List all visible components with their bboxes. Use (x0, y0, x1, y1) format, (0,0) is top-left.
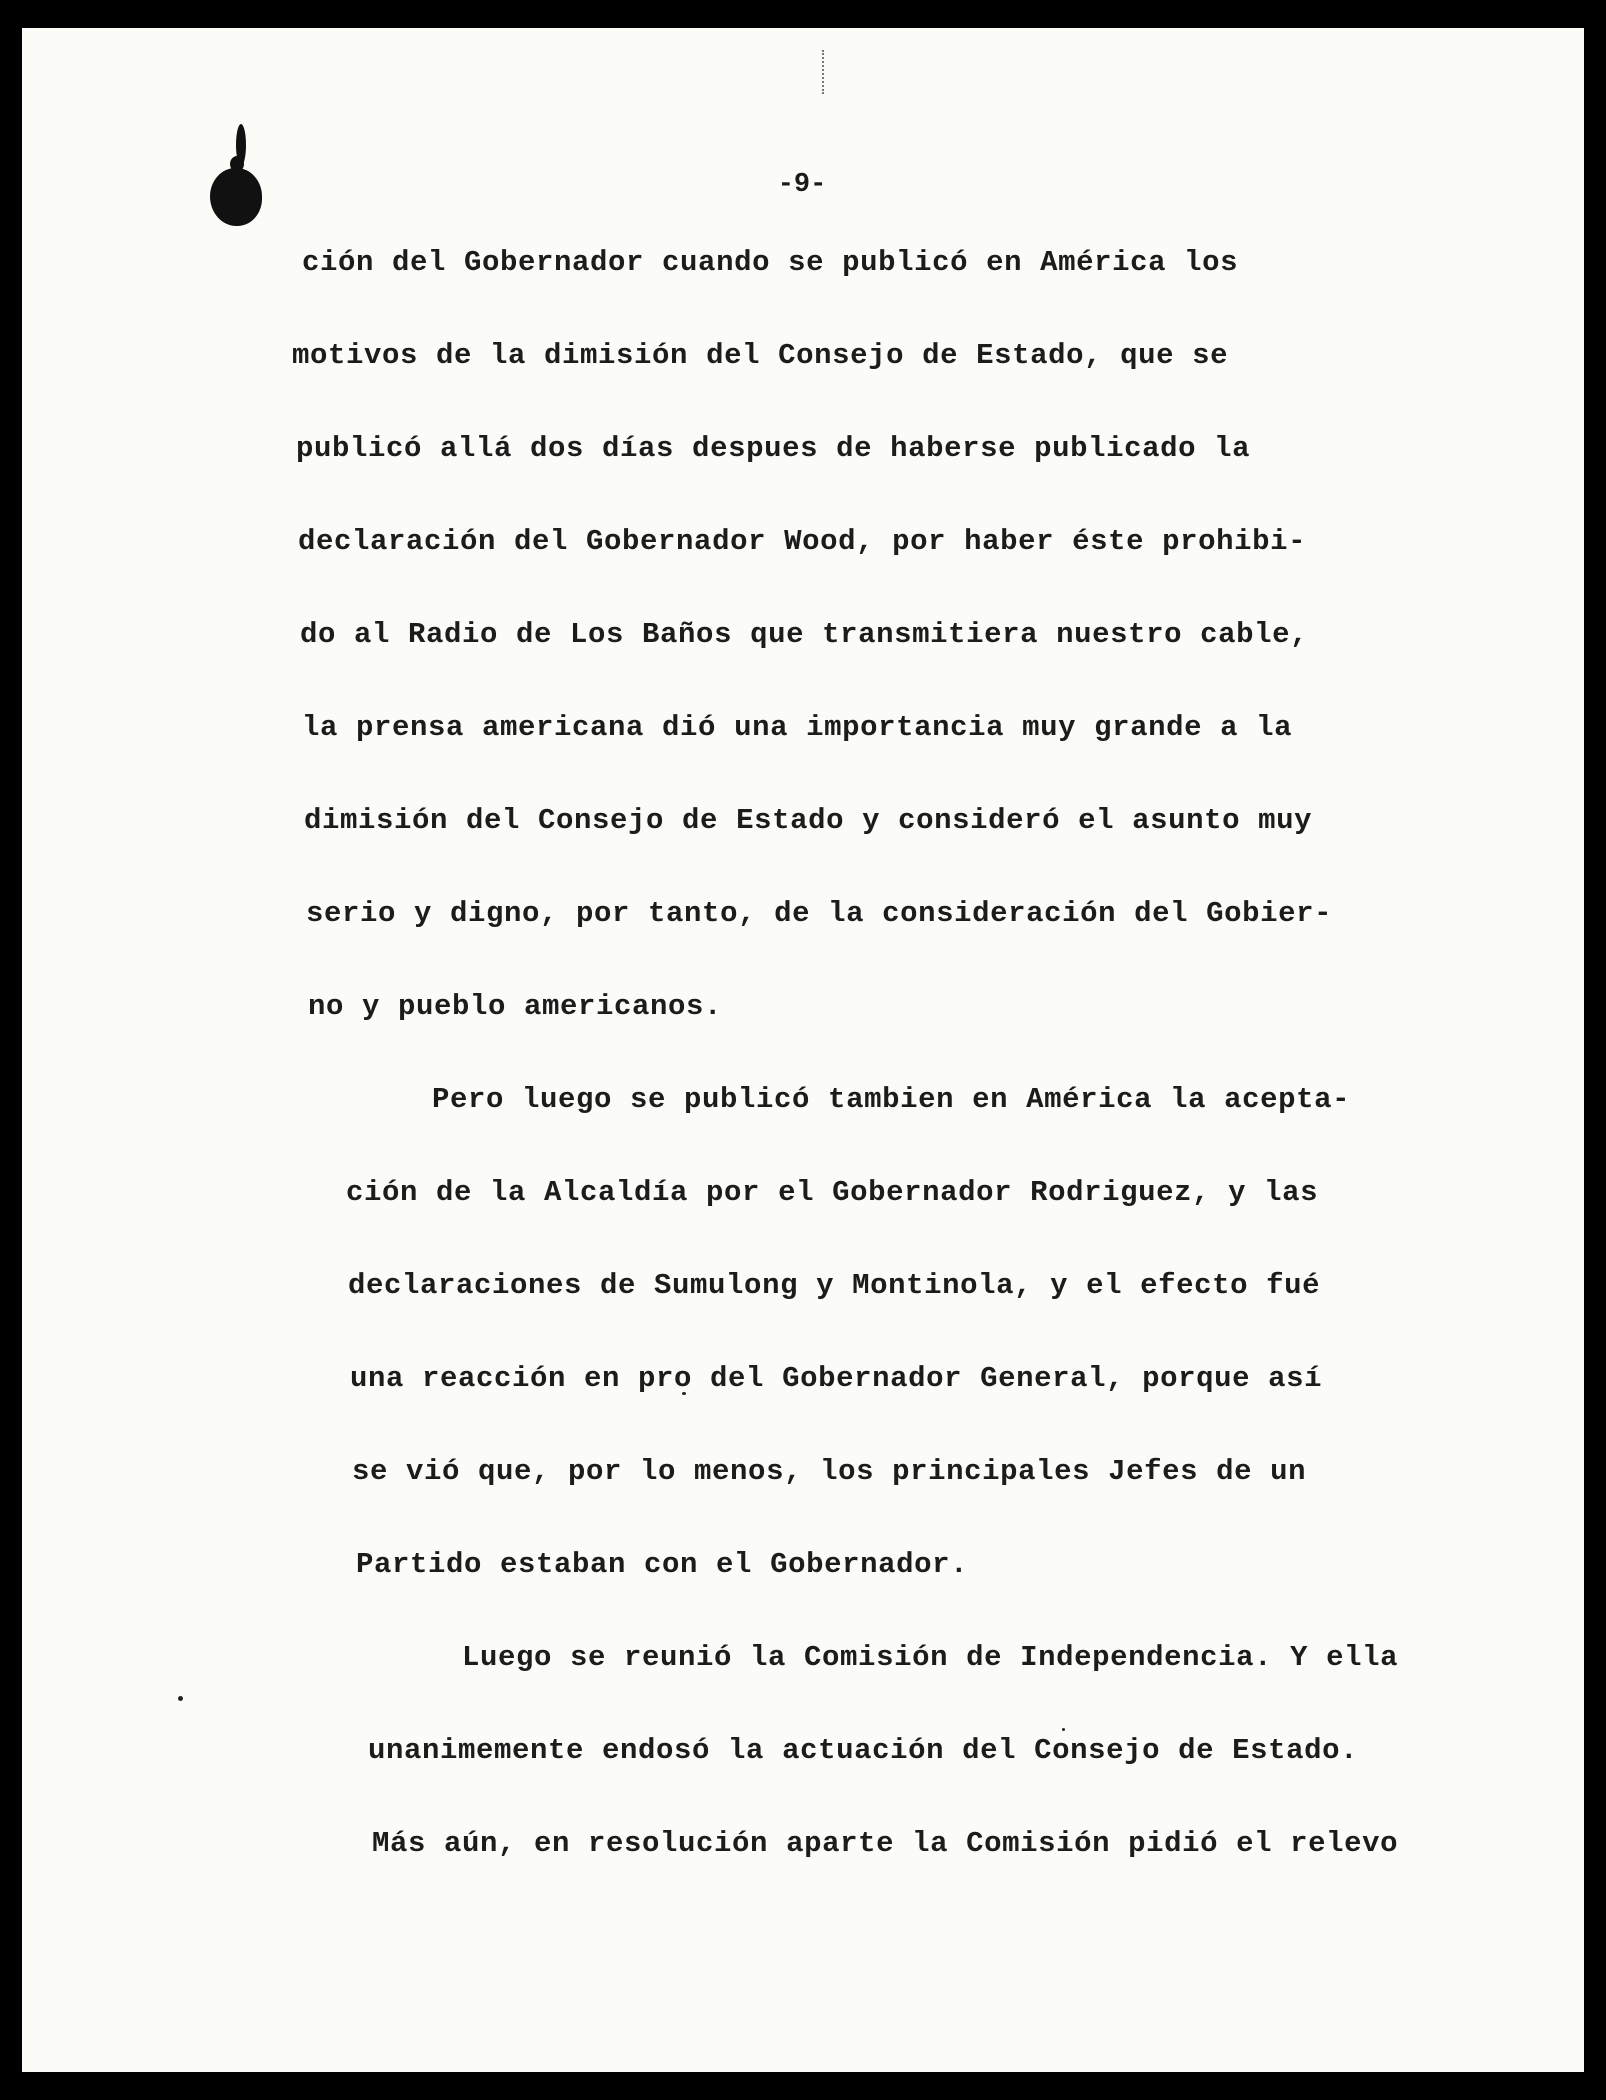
text-line: publicó allá dos días despues de haberse publicado la (296, 432, 1251, 465)
ink-speck (178, 1696, 183, 1701)
text-line: motivos de la dimisión del Consejo de Estado, que se (292, 339, 1229, 372)
text-line: ción del Gobernador cuando se publicó en América los (302, 246, 1239, 279)
document-body (292, 238, 1492, 1912)
text-line: la prensa americana dió una importancia muy grande a la (302, 711, 1293, 744)
text-line: dimisión del Consejo de Estado y consideró el asunto muy (304, 804, 1313, 837)
text-line: serio y digno, por tanto, de la consideración del Gobier- (306, 897, 1333, 930)
text-line: do al Radio de Los Baños que transmitiera nuestro cable, (300, 618, 1309, 651)
document-page (22, 28, 1584, 2072)
text-line: se vió que, por lo menos, los principales Jefes de un (352, 1455, 1307, 1488)
text-line: Partido estaban con el Gobernador. (356, 1548, 969, 1581)
text-line: declaraciones de Sumulong y Montinola, y el efecto fué (348, 1269, 1321, 1302)
scan-marks (822, 50, 830, 94)
paragraph-start-line: Luego se reunió la Comisión de Independencia. Y ella (462, 1641, 1399, 1674)
ink-blot (210, 168, 262, 226)
text-line: una reacción en pro del Gobernador General, porque así (350, 1362, 1323, 1395)
text-line: no y pueblo americanos. (308, 990, 723, 1023)
text-line: Más aún, en resolución aparte la Comisión pidió el relevo (372, 1827, 1399, 1860)
page-number: -9- (777, 170, 827, 200)
text-line: ción de la Alcaldía por el Gobernador Rodriguez, y las (346, 1176, 1319, 1209)
text-line: declaración del Gobernador Wood, por haber éste prohibi- (298, 525, 1307, 558)
text-line: unanimemente endosó la actuación del Consejo de Estado. (368, 1734, 1359, 1767)
paragraph-start-line: Pero luego se publicó tambien en América la acepta- (432, 1083, 1351, 1116)
